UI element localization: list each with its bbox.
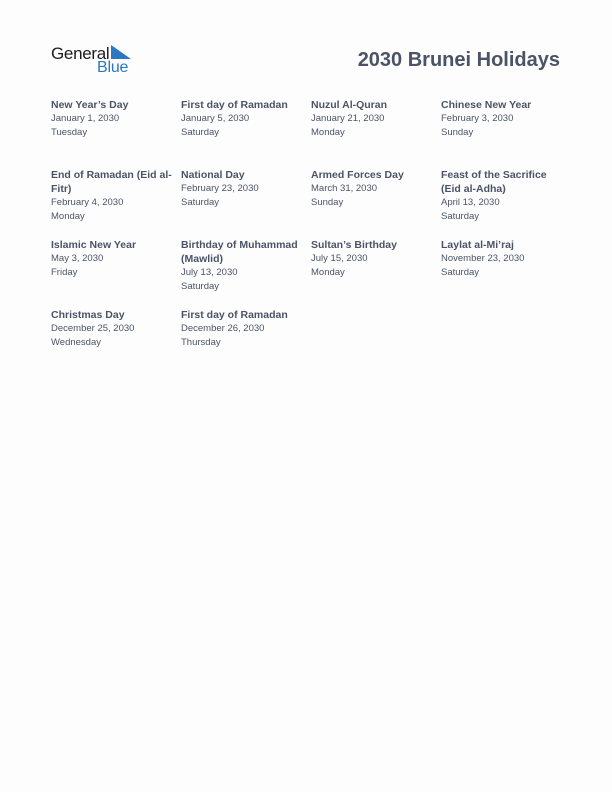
holiday-name: Islamic New Year <box>51 239 137 251</box>
page-title: 2030 Brunei Holidays <box>357 49 560 71</box>
holiday-date: July 15, 2030 <box>311 253 368 264</box>
holiday-weekday: Tuesday <box>51 127 88 138</box>
holiday-weekday: Monday <box>311 127 345 138</box>
holiday-weekday: Saturday <box>441 211 480 222</box>
holiday-item <box>51 238 181 308</box>
holiday-weekday: Sunday <box>311 197 344 208</box>
holiday-weekday: Saturday <box>441 267 480 278</box>
holiday-item <box>311 238 441 308</box>
holiday-date: May 3, 2030 <box>51 253 104 264</box>
holiday-item <box>51 168 181 238</box>
holiday-name: Chinese New Year <box>441 99 532 111</box>
holiday-name: Christmas Day <box>51 309 125 321</box>
holiday-date: December 25, 2030 <box>51 323 135 334</box>
holiday-date: January 5, 2030 <box>181 113 250 124</box>
holiday-weekday: Saturday <box>181 127 220 138</box>
holiday-item <box>181 168 311 238</box>
holiday-date: November 23, 2030 <box>441 253 525 264</box>
holiday-weekday: Saturday <box>181 281 220 292</box>
holiday-date: February 23, 2030 <box>181 183 259 194</box>
holiday-weekday: Monday <box>311 267 345 278</box>
holiday-item <box>181 308 311 378</box>
holiday-date: January 21, 2030 <box>311 113 385 124</box>
holiday-weekday: Saturday <box>181 197 220 208</box>
holiday-name: Nuzul Al-Quran <box>311 99 388 111</box>
holiday-name: Laylat al-Mi’raj <box>441 239 514 251</box>
holiday-name: First day of Ramadan <box>181 309 288 321</box>
holiday-item <box>311 98 441 168</box>
brand-logo <box>51 44 141 78</box>
holiday-date: December 26, 2030 <box>181 323 265 334</box>
holiday-name: Feast of the Sacrifice (Eid al-Adha) <box>441 169 547 195</box>
holiday-grid <box>51 98 571 378</box>
logo-triangle-icon <box>111 45 131 59</box>
logo-text-general: General <box>51 44 110 63</box>
holiday-date: February 4, 2030 <box>51 197 124 208</box>
holiday-weekday: Thursday <box>181 337 221 348</box>
holiday-name: First day of Ramadan <box>181 99 288 111</box>
holiday-item <box>311 168 441 238</box>
holiday-name: Armed Forces Day <box>311 169 404 181</box>
holiday-weekday: Monday <box>51 211 85 222</box>
holiday-weekday: Sunday <box>441 127 474 138</box>
holiday-item <box>181 238 311 308</box>
holiday-date: February 3, 2030 <box>441 113 514 124</box>
holiday-date: July 13, 2030 <box>181 267 238 278</box>
holiday-item <box>181 98 311 168</box>
holiday-weekday: Friday <box>51 267 78 278</box>
holiday-name: Sultan’s Birthday <box>311 239 397 251</box>
holiday-name: End of Ramadan (Eid al-Fitr) <box>51 169 172 195</box>
holiday-item <box>441 168 571 238</box>
holiday-item <box>441 238 571 308</box>
logo-text-blue: Blue <box>97 59 129 76</box>
holiday-date: March 31, 2030 <box>311 183 378 194</box>
holiday-name: New Year’s Day <box>51 99 129 111</box>
holiday-item <box>441 98 571 168</box>
holiday-date: January 1, 2030 <box>51 113 120 124</box>
holiday-date: April 13, 2030 <box>441 197 500 208</box>
holiday-item <box>51 308 181 378</box>
holiday-name: National Day <box>181 169 245 181</box>
holiday-name: Birthday of Muhammad (Mawlid) <box>181 239 298 265</box>
holiday-weekday: Wednesday <box>51 337 101 348</box>
holiday-item <box>51 98 181 168</box>
